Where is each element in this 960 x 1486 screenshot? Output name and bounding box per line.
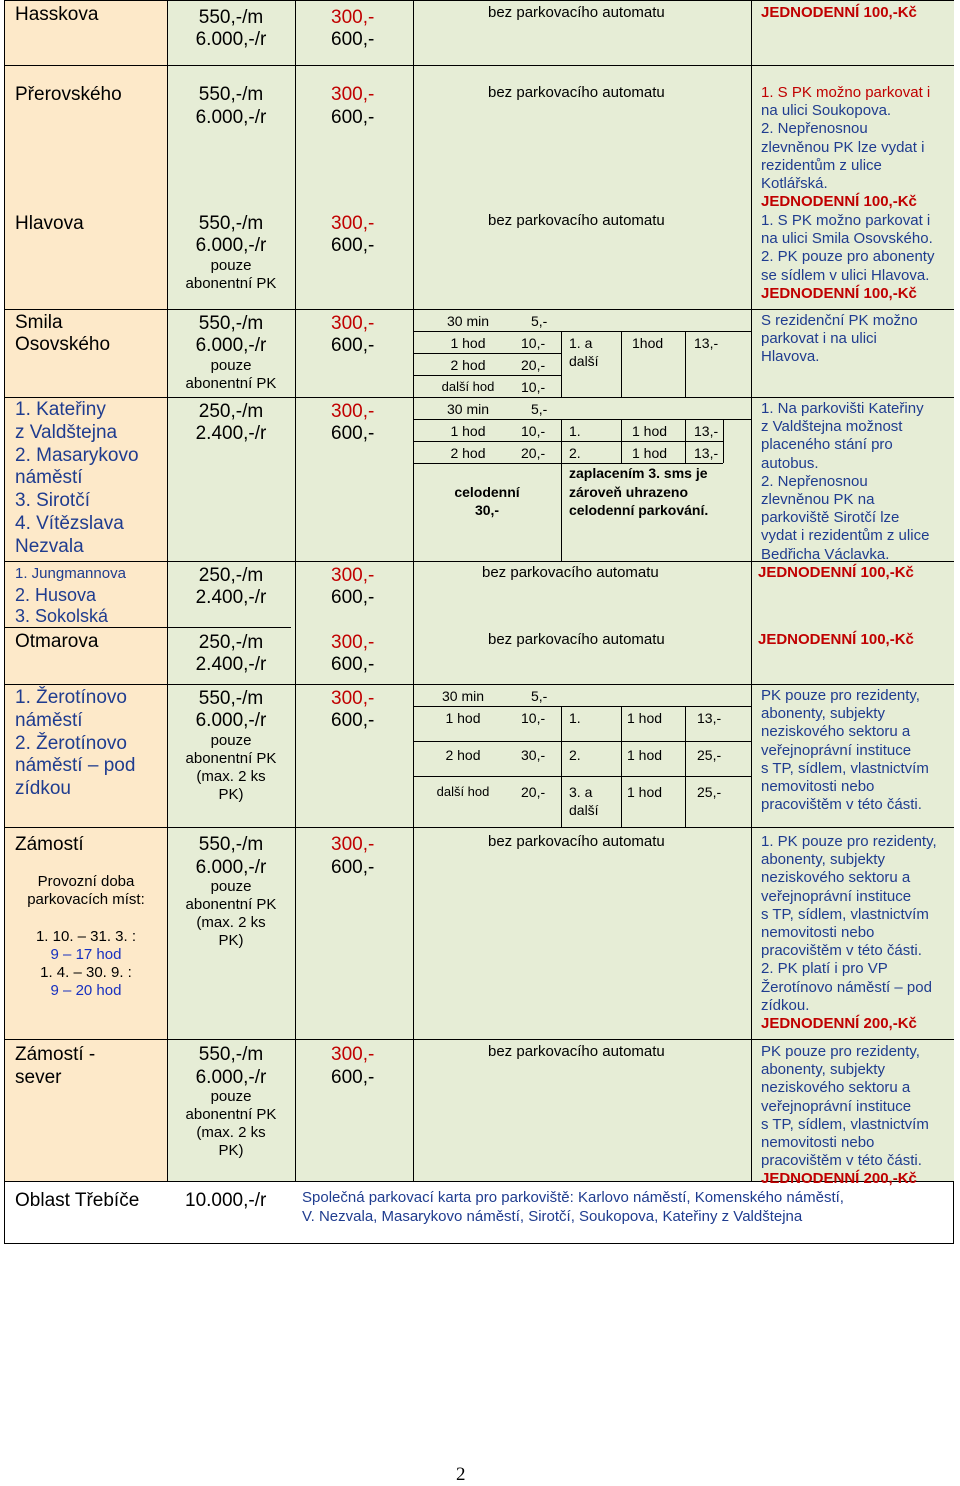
price-condition: (max. 2 ks bbox=[196, 1124, 266, 1141]
tariff-price: 20,- bbox=[521, 445, 546, 461]
price-condition: pouze bbox=[210, 257, 252, 274]
tariff-info: bez parkovacího automatu bbox=[482, 564, 659, 581]
note-line: veřejnoprávní instituce bbox=[761, 741, 912, 759]
note bbox=[761, 687, 957, 814]
extra-order: 1. bbox=[569, 423, 581, 439]
note-line: na ulici Smila Osovského. bbox=[761, 230, 933, 248]
area-note: Společná parkovací karta pro parkoviště: Karlovo náměstí, Komenského náměstí, bbox=[302, 1189, 844, 1206]
note-line: 2. Nepřenosnou bbox=[761, 120, 868, 138]
tariff-price: 20,- bbox=[521, 357, 546, 373]
price-monthly: 550,-/m bbox=[198, 1044, 264, 1065]
street-name: Zámostí - bbox=[15, 1044, 96, 1065]
full-day-price: 30,- bbox=[474, 502, 500, 518]
tariff-price: 30,- bbox=[521, 747, 546, 763]
price-reduced: 300,- bbox=[331, 632, 375, 653]
street-list bbox=[15, 399, 139, 559]
price-condition: abonentní PK bbox=[185, 275, 277, 292]
note-line: placeného stání pro bbox=[761, 436, 893, 454]
extra-duration: 1 hod bbox=[632, 445, 668, 461]
note-one-day: JEDNODENNÍ 100,-Kč bbox=[761, 4, 917, 21]
price-condition: pouze bbox=[210, 357, 252, 374]
tariff-info: bez parkovacího automatu bbox=[488, 631, 665, 648]
note-line: se sídlem v ulici Hlavova. bbox=[761, 266, 930, 284]
note bbox=[761, 1043, 957, 1189]
note-line: pracovištěm v této části. bbox=[761, 1152, 922, 1170]
hours-season: 1. 10. – 31. 3. : bbox=[35, 928, 137, 945]
note-line: autobus. bbox=[761, 454, 819, 472]
street-name: Hlavova bbox=[15, 213, 84, 234]
tariff-duration: 30 min bbox=[441, 688, 485, 704]
note-line: 2. Nepřenosnou bbox=[761, 472, 868, 490]
note-line: Bedřicha Václavka. bbox=[761, 545, 890, 563]
note-line: zlevněnou PK na bbox=[761, 491, 875, 509]
note-line: zídkou. bbox=[761, 996, 810, 1014]
tariff-price: 5,- bbox=[531, 688, 548, 704]
price-condition: PK) bbox=[218, 932, 244, 949]
street-name: z Valdštejna bbox=[15, 421, 118, 443]
price-condition: (max. 2 ks bbox=[196, 914, 266, 931]
street-name: 1. Kateřiny bbox=[15, 399, 106, 420]
note-line: s TP, sídlem, vlastnictvím bbox=[761, 905, 929, 923]
street-name: sever bbox=[15, 1067, 62, 1088]
street-list bbox=[15, 1043, 95, 1089]
tariff-duration: 1 hod bbox=[450, 335, 486, 351]
extra-order: 3. a bbox=[569, 784, 593, 800]
area-note: V. Nezvala, Masarykovo náměstí, Sirotčí, Soukopova, Kateřiny z Valdštejna bbox=[302, 1208, 803, 1225]
extra-duration: 1 hod bbox=[627, 747, 663, 763]
price-monthly: 550,-/m bbox=[198, 688, 264, 709]
tariff-info: bez parkovacího automatu bbox=[488, 84, 665, 101]
street-name: 1. Žerotínovo bbox=[15, 687, 127, 708]
hours-title: parkovacích míst: bbox=[27, 891, 145, 908]
note-line: vydat i rezidentům z ulice bbox=[761, 527, 930, 545]
extra-price: 13,- bbox=[694, 445, 719, 461]
street-name: Hasskova bbox=[15, 4, 99, 25]
price-reduced: 300,- bbox=[331, 313, 375, 334]
tariff-duration: 1 hod bbox=[445, 710, 481, 726]
price-monthly: 550,-/m bbox=[198, 7, 264, 28]
price-yearly: 2.400,-/r bbox=[195, 587, 267, 608]
price-monthly: 250,-/m bbox=[198, 401, 264, 422]
street-name: 3. Sirotčí bbox=[15, 490, 90, 512]
street-name: náměstí bbox=[15, 709, 83, 731]
note-line: neziskového sektoru a bbox=[761, 1079, 911, 1097]
note-one-day: JEDNODENNÍ 200,-Kč bbox=[761, 1015, 917, 1033]
price-reduced: 300,- bbox=[331, 688, 375, 709]
price-monthly: 550,-/m bbox=[198, 834, 264, 855]
street-name: Smila bbox=[15, 312, 63, 333]
price-full: 600,- bbox=[331, 1067, 375, 1088]
hours-title: Provozní doba bbox=[37, 873, 135, 890]
extra-order: 1. bbox=[569, 710, 581, 726]
tariff-info: bez parkovacího automatu bbox=[488, 833, 665, 850]
sms-note: celodenní parkování. bbox=[569, 502, 709, 518]
note-line: 1. Na parkovišti Kateřiny bbox=[761, 400, 924, 417]
extra-price: 13,- bbox=[694, 335, 719, 351]
tariff-duration: 2 hod bbox=[450, 357, 486, 373]
price-full: 600,- bbox=[331, 654, 375, 675]
note-line: abonenty, subjekty bbox=[761, 705, 885, 723]
note bbox=[761, 84, 957, 211]
price-monthly: 550,-/m bbox=[198, 313, 264, 334]
street-name: Osovského bbox=[15, 334, 111, 355]
note-line: pracovištěm v této části. bbox=[761, 796, 922, 814]
note-line: s TP, sídlem, vlastnictvím bbox=[761, 1115, 929, 1133]
price-yearly: 6.000,-/r bbox=[195, 1067, 267, 1088]
note bbox=[761, 212, 957, 303]
note bbox=[761, 312, 957, 367]
price-monthly: 550,-/m bbox=[198, 213, 264, 234]
price-reduced: 300,- bbox=[331, 565, 375, 586]
tariff-price: 10,- bbox=[521, 379, 546, 395]
price-yearly: 2.400,-/r bbox=[195, 423, 267, 444]
sms-note: zároveň uhrazeno bbox=[569, 484, 689, 500]
extra-price: 25,- bbox=[697, 747, 722, 763]
note bbox=[761, 833, 957, 1033]
extra-duration: 1 hod bbox=[627, 784, 663, 800]
price-full: 600,- bbox=[331, 107, 375, 128]
note-line: z Valdštejna možnost bbox=[761, 418, 903, 436]
price-full: 600,- bbox=[331, 857, 375, 878]
note-line: neziskového sektoru a bbox=[761, 869, 911, 887]
note-one-day: JEDNODENNÍ 100,-Kč bbox=[761, 193, 917, 211]
price-yearly: 6.000,-/r bbox=[195, 29, 267, 50]
tariff-duration: 30 min bbox=[446, 401, 490, 417]
price-condition: abonentní PK bbox=[185, 750, 277, 767]
note-line: Hlavova. bbox=[761, 348, 820, 366]
note-line: Žerotínovo náměstí – pod bbox=[761, 978, 932, 996]
tariff-price: 10,- bbox=[521, 423, 546, 439]
street-name: náměstí – pod bbox=[15, 755, 136, 777]
price-reduced: 300,- bbox=[331, 7, 375, 28]
note bbox=[761, 400, 957, 564]
note-line: rezidentům z ulice bbox=[761, 156, 882, 174]
note-line: nemovitosti nebo bbox=[761, 1134, 875, 1152]
street-name: náměstí bbox=[15, 467, 83, 489]
price-condition: PK) bbox=[218, 1142, 244, 1159]
note-one-day: JEDNODENNÍ 200,-Kč bbox=[761, 1170, 917, 1188]
note-line: s TP, sídlem, vlastnictvím bbox=[761, 759, 929, 777]
extra-order: další bbox=[569, 353, 599, 369]
price-yearly: 6.000,-/r bbox=[195, 335, 267, 356]
note-line: 2. PK platí i pro VP bbox=[761, 960, 888, 978]
note-line: veřejnoprávní instituce bbox=[761, 887, 912, 905]
extra-duration: 1 hod bbox=[632, 423, 668, 439]
price-full: 600,- bbox=[331, 235, 375, 256]
note-line: PK pouze pro rezidenty, bbox=[761, 687, 920, 704]
street-name: Zámostí bbox=[15, 834, 84, 855]
note-one-day: JEDNODENNÍ 100,-Kč bbox=[758, 564, 914, 581]
price-monthly: 250,-/m bbox=[198, 632, 264, 653]
full-day-label: celodenní bbox=[454, 484, 520, 500]
price-reduced: 300,- bbox=[331, 213, 375, 234]
extra-order: 2. bbox=[569, 445, 581, 461]
note-line: Kotlářská. bbox=[761, 175, 828, 193]
note-line: abonenty, subjekty bbox=[761, 851, 885, 869]
hours-season: 1. 4. – 30. 9. : bbox=[40, 964, 132, 981]
street-name: 2. Masarykovo bbox=[15, 444, 139, 466]
note-line: 1. S PK možno parkovat i bbox=[761, 212, 931, 229]
price-monthly: 550,-/m bbox=[198, 84, 264, 105]
tariff-info: bez parkovacího automatu bbox=[488, 1043, 665, 1060]
area-name: Oblast Třebíče bbox=[15, 1190, 140, 1211]
price-condition: abonentní PK bbox=[185, 896, 277, 913]
tariff-duration: 30 min bbox=[446, 313, 490, 329]
street-name: zídkou bbox=[15, 778, 71, 800]
price-condition: pouze bbox=[210, 1088, 252, 1105]
price-full: 600,- bbox=[331, 335, 375, 356]
page-number: 2 bbox=[456, 1464, 466, 1485]
tariff-info: bez parkovacího automatu bbox=[488, 4, 665, 21]
price-full: 600,- bbox=[331, 423, 375, 444]
tariff-price: 5,- bbox=[531, 313, 548, 329]
price-yearly: 10.000,-/r bbox=[185, 1190, 267, 1211]
price-full: 600,- bbox=[331, 710, 375, 731]
street-name: 3. Sokolská bbox=[15, 606, 109, 626]
hours-time: 9 – 20 hod bbox=[50, 982, 122, 999]
price-yearly: 6.000,-/r bbox=[195, 857, 267, 878]
tariff-price: 5,- bbox=[531, 401, 548, 417]
price-condition: pouze bbox=[210, 878, 252, 895]
tariff-price: 20,- bbox=[521, 784, 546, 800]
note-line: neziskového sektoru a bbox=[761, 723, 911, 741]
price-condition: abonentní PK bbox=[185, 1106, 277, 1123]
tariff-duration: další hod bbox=[441, 379, 495, 394]
street-name: Přerovského bbox=[15, 84, 122, 105]
tariff-info: bez parkovacího automatu bbox=[488, 212, 665, 229]
sms-note: zaplacením 3. sms je bbox=[569, 465, 708, 481]
price-condition: pouze bbox=[210, 732, 252, 749]
hours-time: 9 – 17 hod bbox=[50, 946, 122, 963]
tariff-price: 10,- bbox=[521, 710, 546, 726]
extra-order: 2. bbox=[569, 747, 581, 763]
price-yearly: 6.000,-/r bbox=[195, 107, 267, 128]
street-name: Nezvala bbox=[15, 535, 84, 557]
note-line: 2. PK pouze pro abonenty bbox=[761, 248, 935, 266]
price-yearly: 2.400,-/r bbox=[195, 654, 267, 675]
note-line: na ulici Soukopova. bbox=[761, 102, 892, 120]
price-condition: abonentní PK bbox=[185, 375, 277, 392]
price-monthly: 250,-/m bbox=[198, 565, 264, 586]
extra-order: další bbox=[569, 802, 599, 818]
tariff-price: 10,- bbox=[521, 335, 546, 351]
note-line: zlevněnou PK lze vydat i bbox=[761, 138, 925, 156]
extra-price: 13,- bbox=[694, 423, 719, 439]
note-line: parkovat i na ulici bbox=[761, 330, 877, 348]
street-name: Otmarova bbox=[15, 631, 99, 652]
price-yearly: 6.000,-/r bbox=[195, 710, 267, 731]
tariff-duration: 2 hod bbox=[445, 747, 481, 763]
note-one-day: JEDNODENNÍ 100,-Kč bbox=[761, 284, 917, 302]
price-condition: (max. 2 ks bbox=[196, 768, 266, 785]
note-line: nemovitosti nebo bbox=[761, 924, 875, 942]
note-line: PK pouze pro rezidenty, bbox=[761, 1043, 920, 1060]
price-reduced: 300,- bbox=[331, 1044, 375, 1065]
price-full: 600,- bbox=[331, 587, 375, 608]
extra-duration: 1 hod bbox=[627, 710, 663, 726]
note-line: nemovitosti nebo bbox=[761, 778, 875, 796]
street-name: 2. Žerotínovo bbox=[15, 732, 127, 754]
extra-duration: 1hod bbox=[632, 335, 664, 351]
note-one-day: JEDNODENNÍ 100,-Kč bbox=[758, 631, 914, 648]
note-line: S rezidenční PK možno bbox=[761, 312, 918, 329]
note-line: 1. PK pouze pro rezidenty, bbox=[761, 833, 937, 850]
tariff-duration: další hod bbox=[436, 784, 490, 799]
note-line: pracovištěm v této části. bbox=[761, 942, 922, 960]
note-line: 1. S PK možno parkovat i bbox=[761, 84, 931, 101]
extra-price: 25,- bbox=[697, 784, 722, 800]
price-reduced: 300,- bbox=[331, 401, 375, 422]
price-reduced: 300,- bbox=[331, 84, 375, 105]
price-full: 600,- bbox=[331, 29, 375, 50]
street-name: 4. Vítězslava bbox=[15, 512, 124, 534]
price-yearly: 6.000,-/r bbox=[195, 235, 267, 256]
street-list bbox=[15, 563, 126, 628]
price-reduced: 300,- bbox=[331, 834, 375, 855]
note-line: veřejnoprávní instituce bbox=[761, 1097, 912, 1115]
street-list bbox=[15, 687, 135, 801]
extra-price: 13,- bbox=[697, 710, 722, 726]
parking-tariff-table bbox=[4, 0, 954, 1244]
tariff-duration: 1 hod bbox=[450, 423, 486, 439]
note-line: parkoviště Sirotčí lze bbox=[761, 509, 900, 527]
street-name: 2. Husova bbox=[15, 584, 97, 605]
note-line: abonenty, subjekty bbox=[761, 1061, 885, 1079]
street-name: 1. Jungmannova bbox=[15, 565, 126, 582]
price-condition: PK) bbox=[218, 786, 244, 803]
tariff-duration: 2 hod bbox=[450, 445, 486, 461]
extra-order: 1. a bbox=[569, 335, 593, 351]
